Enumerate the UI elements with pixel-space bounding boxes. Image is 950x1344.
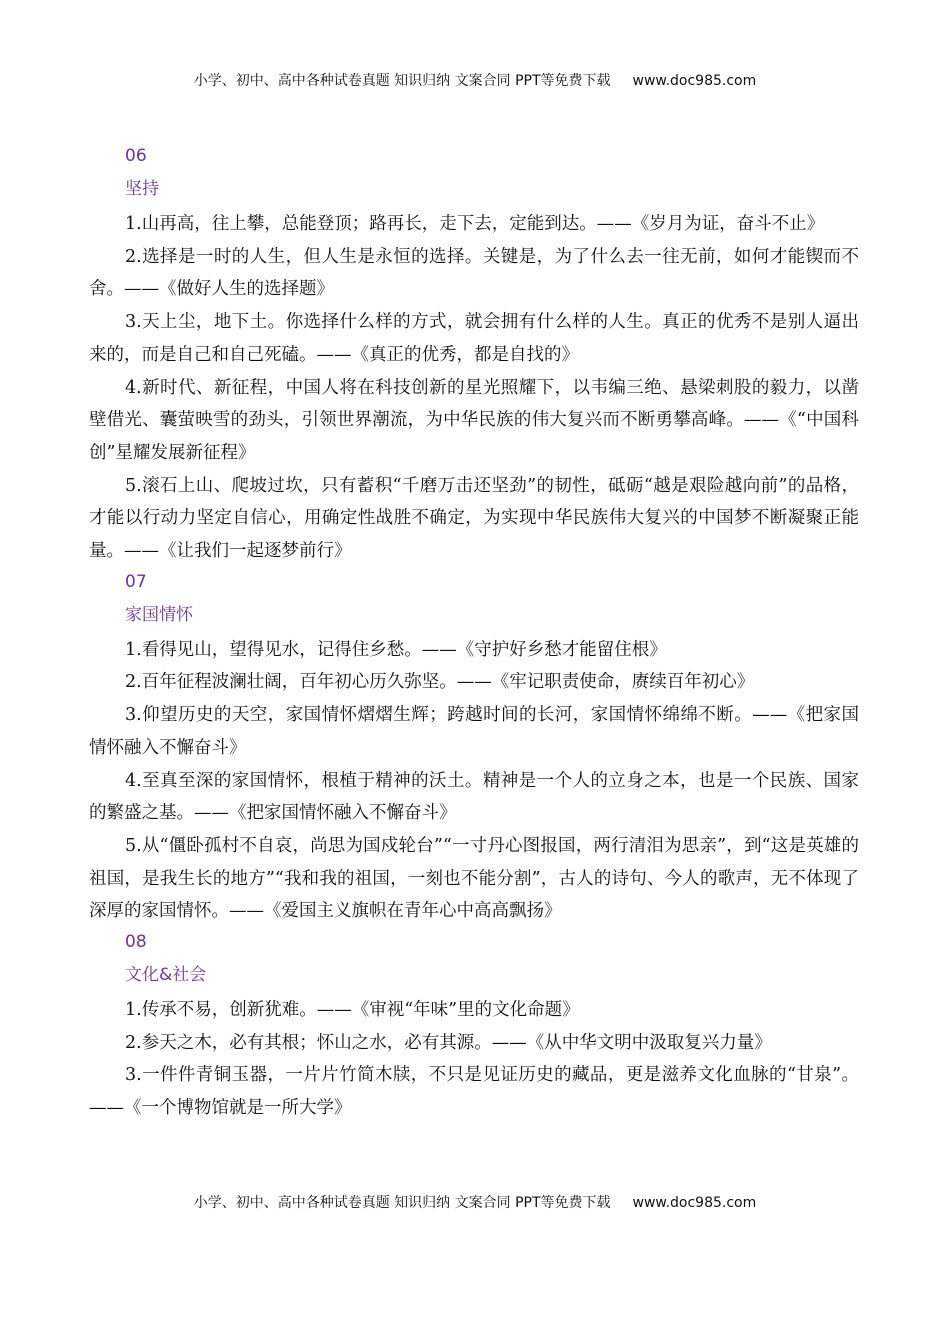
quote-item: 1.看得见山，望得见水，记得住乡愁。——《守护好乡愁才能留住根》 xyxy=(125,639,667,660)
section-title: 坚持 xyxy=(125,179,159,199)
quote-item: 1.山再高，往上攀，总能登顶；路再长，走下去，定能到达。——《岁月为证，奋斗不止》 xyxy=(125,214,825,234)
section-number: 08 xyxy=(125,932,147,953)
header-text: 小学、初中、高中各种试卷真题 知识归纳 文案合同 PPT等免费下载 xyxy=(193,73,611,89)
quote-item: 2.参天之木，必有其根；怀山之水，必有其源。——《从中华文明中汲取复兴力量》 xyxy=(125,1032,772,1053)
quote-item: 5.从“僵卧孤村不自哀，尚思为国戍轮台”“一寸丹心图报国，两行清泪为思亲”，到“这是英雄的祖国，是我生长的地方”“我和我的祖国，一刻也不能分割”，古人的诗句、今人的歌声，无不体现了深厚的家国情怀。——《爱国主义旗帜在青年心中高高飘扬》 xyxy=(89,835,859,922)
quote-item: 4.至真至深的家国情怀，根植于精神的沃土。精神是一个人的立身之本，也是一个民族、国家的繁盛之基。——《把家国情怀融入不懈奋斗》 xyxy=(89,770,859,824)
section-number: 07 xyxy=(125,571,147,592)
quote-item: 4.新时代、新征程，中国人将在科技创新的星光照耀下，以韦编三绝、悬梁刺股的毅力，以凿壁借光、囊萤映雪的劲头，引领世界潮流，为中华民族的伟大复兴而不断勇攀高峰。——《“中国科创”星耀发展新征程》 xyxy=(89,377,859,463)
section-title: 家国情怀 xyxy=(125,604,193,625)
quote-item: 2.百年征程波澜壮阔，百年初心历久弥坚。——《牢记职责使命，赓续百年初心》 xyxy=(125,672,755,693)
quote-item: 3.仰望历史的天空，家国情怀熠熠生辉；跨越时间的长河，家国情怀绵绵不断。——《把家国情怀融入不懈奋斗》 xyxy=(89,705,859,758)
quote-item: 3.一件件青铜玉器，一片片竹简木牍，不只是见证历史的藏品，更是滋养文化血脉的“甘泉”。——《一个博物馆就是一所大学》 xyxy=(89,1065,859,1119)
quote-item: 5.滚石上山、爬坡过坎，只有蓄积“千磨万击还坚劲”的韧性，砥砺“越是艰险越向前”的品格，才能以行动力坚定自信心，用确定性战胜不确定，为实现中华民族伟大复兴的中国梦不断凝聚正能量。——《让我们一起逐梦前行》 xyxy=(89,475,859,562)
footer-text: 小学、初中、高中各种试卷真题 知识归纳 文案合同 PPT等免费下载 xyxy=(193,1195,611,1211)
section-title: 文化&社会 xyxy=(125,965,207,986)
document-body xyxy=(89,142,859,1125)
quote-item: 2.选择是一时的人生，但人生是永恒的选择。关键是，为了什么去一往无前，如何才能锲而不舍。——《做好人生的选择题》 xyxy=(89,246,859,300)
page-header xyxy=(0,70,950,90)
footer-site-link[interactable]: www.doc985.com xyxy=(632,1195,757,1211)
header-site-link[interactable]: www.doc985.com xyxy=(632,73,757,89)
quote-item: 3.天上尘，地下土。你选择什么样的方式，就会拥有什么样的人生。真正的优秀不是别人逼出来的，而是自己和自己死磕。——《真正的优秀，都是自找的》 xyxy=(89,312,859,365)
section-08 xyxy=(89,928,859,1125)
page-footer xyxy=(0,1192,950,1212)
quote-item: 1.传承不易，创新犹难。——《审视“年味”里的文化命题》 xyxy=(125,1000,580,1021)
section-07 xyxy=(89,568,859,928)
section-06 xyxy=(89,142,859,568)
section-number: 06 xyxy=(125,146,147,166)
